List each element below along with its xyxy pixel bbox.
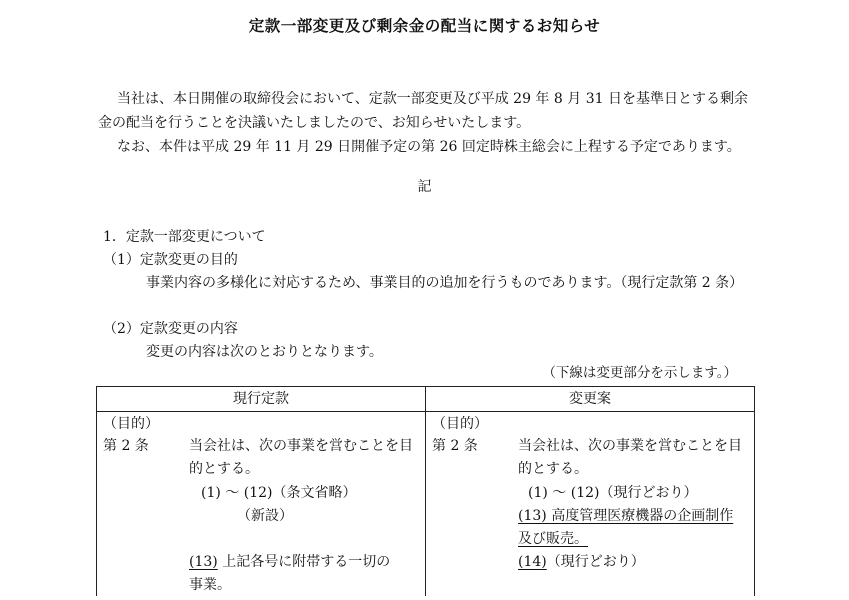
current-item-13-number: (13) — [189, 554, 218, 570]
current-article-text-2: 的とする。 — [189, 461, 259, 477]
current-item-new: （新設） — [237, 508, 293, 524]
proposed-item-13: (13) 高度管理医療機器の企画制作 — [518, 508, 734, 524]
column-header-proposed: 変更案 — [569, 391, 611, 407]
proposed-item-14-number: (14) — [518, 554, 547, 570]
section-1-1-heading: （1）定款変更の目的 — [103, 252, 238, 268]
current-item-1-12: (1) ～ (12)（条文省略） — [201, 485, 357, 501]
table-note: （下線は変更部分を示します。） — [542, 365, 737, 381]
proposed-article-number: 第 2 条 — [432, 438, 478, 454]
intro-line-1: 当社は、本日開催の取締役会において、定款一部変更及び平成 29 年 8 月 31 日を基準日とする剰余 — [117, 91, 748, 107]
current-purpose-label: （目的） — [103, 416, 159, 432]
column-header-current: 現行定款 — [233, 391, 289, 407]
proposed-item-14 — [518, 555, 645, 569]
proposed-item-1-12: (1) ～ (12)（現行どおり） — [528, 485, 698, 501]
current-item-13 — [189, 555, 390, 569]
section-1-heading: 1．定款一部変更について — [103, 229, 266, 245]
proposed-item-14-text: （現行どおり） — [546, 554, 645, 570]
proposed-article-text-2: 的とする。 — [518, 461, 588, 477]
page-title: 定款一部変更及び剰余金の配当に関するお知らせ — [248, 16, 601, 35]
section-1-2-body: 変更の内容は次のとおりとなります。 — [146, 344, 383, 360]
section-1-1-body: 事業内容の多様化に対応するため、事業目的の追加を行うものであります。（現行定款第 2 条） — [146, 275, 744, 291]
section-1-2-heading: （2）定款変更の内容 — [103, 321, 238, 337]
proposed-item-13-cont: 及び販売。 — [518, 531, 588, 547]
comparison-table — [96, 386, 755, 596]
proposed-article-text-1: 当会社は、次の事業を営むことを目 — [518, 438, 742, 454]
current-article-text-1: 当会社は、次の事業を営むことを目 — [189, 438, 413, 454]
proposed-purpose-label: （目的） — [432, 416, 488, 432]
intro-line-2: 金の配当を行うことを決議いたしましたので、お知らせいたします。 — [98, 115, 531, 131]
ki-heading: 記 — [417, 179, 432, 195]
intro-line-3: なお、本件は平成 29 年 11 月 29 日開催予定の第 26 回定時株主総会に上程する予定であります。 — [117, 139, 741, 155]
current-article-number: 第 2 条 — [103, 438, 149, 454]
current-item-13-text: 上記各号に附帯する一切の — [217, 554, 391, 570]
header-divider — [97, 411, 754, 412]
current-item-13-cont: 事業。 — [189, 577, 231, 593]
column-divider — [425, 387, 426, 596]
